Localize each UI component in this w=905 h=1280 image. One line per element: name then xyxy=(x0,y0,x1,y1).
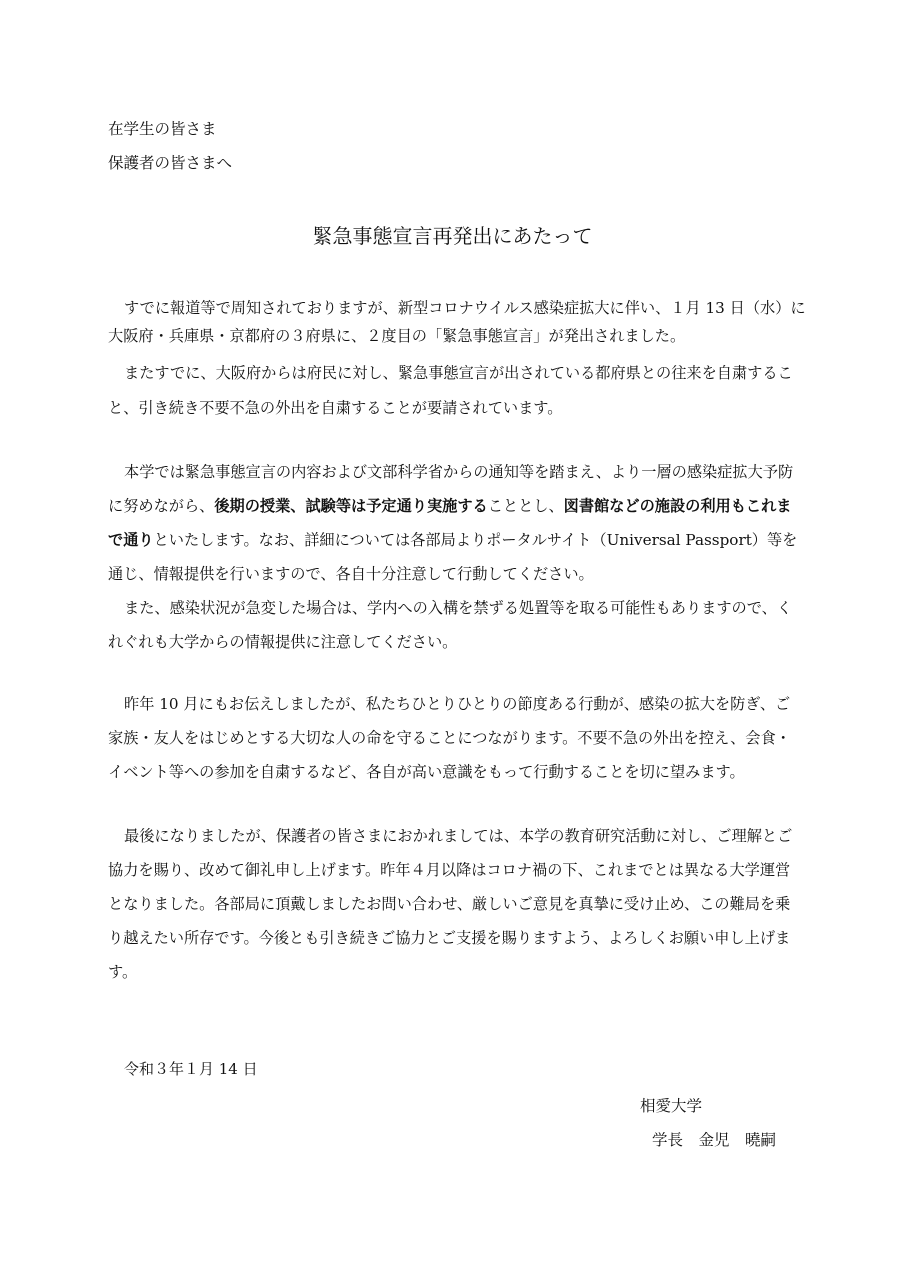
issue-date: 令和３年１月 14 日 xyxy=(124,1060,258,1078)
body-text: こととし、 xyxy=(487,497,564,515)
body-line: イベント等への参加を自粛するなど、各自が高い意識をもって行動することを切に望みます。 xyxy=(108,763,745,781)
body-line: れぐれも大学からの情報提供に注意してください。 xyxy=(108,633,458,651)
emphasis-facilities-end: で通り xyxy=(108,531,154,549)
body-line: す。 xyxy=(108,963,138,981)
addressee-guardians: 保護者の皆さまへ xyxy=(108,154,233,172)
addressee-students: 在学生の皆さま xyxy=(108,120,217,138)
body-text: といたします。なお、詳細については各部局よりポータルサイト（Universal Passport）等を xyxy=(153,531,798,549)
emphasis-facilities: 図書館などの施設の利用もこれま xyxy=(563,497,792,515)
body-line: 通じ、情報提供を行いますので、各自十分注意して行動してください。 xyxy=(108,565,594,583)
body-line: すでに報道等で周知されておりますが、新型コロナウイルス感染症拡大に伴い、１月 13 日（水）に xyxy=(124,299,806,317)
body-line: 昨年 10 月にもお伝えしましたが、私たちひとりひとりの節度ある行動が、感染の拡大を防ぎ、ご xyxy=(124,695,791,713)
body-line: また、感染状況が急変した場合は、学内への入構を禁ずる処置等を取る可能性もありますので、く xyxy=(124,599,792,617)
body-line: 協力を賜り、改めて御礼申し上げます。昨年４月以降はコロナ禍の下、これまでとは異なる大学運営 xyxy=(108,861,791,879)
body-line: 大阪府・兵庫県・京都府の３府県に、２度目の「緊急事態宣言」が発出されました。 xyxy=(108,327,686,345)
body-line xyxy=(108,495,791,516)
body-line: 最後になりましたが、保護者の皆さまにおかれましては、本学の教育研究活動に対し、ご理解とご xyxy=(124,827,793,845)
body-line: となりました。各部局に頂戴しましたお問い合わせ、厳しいご意見を真摯に受け止め、この難局を乗 xyxy=(108,895,791,913)
body-line: と、引き続き不要不急の外出を自粛することが要請されています。 xyxy=(108,399,563,417)
body-text: に努めながら、 xyxy=(108,497,215,515)
signatory: 学長 金児 曉嗣 xyxy=(652,1131,777,1149)
document-title: 緊急事態宣言再発出にあたって xyxy=(312,224,593,248)
body-line: 家族・友人をはじめとする大切な人の命を守ることにつながります。不要不急の外出を控え、会食・ xyxy=(108,729,791,747)
body-line: 本学では緊急事態宣言の内容および文部科学省からの通知等を踏まえ、より一層の感染症拡大予防 xyxy=(124,463,794,481)
emphasis-classes-exams: 後期の授業、試験等は予定通り実施する xyxy=(214,497,488,515)
body-line: またすでに、大阪府からは府民に対し、緊急事態宣言が出されている都府県との往来を自粛するこ xyxy=(124,364,793,382)
body-line xyxy=(108,529,797,550)
organization-name: 相愛大学 xyxy=(640,1097,703,1115)
body-line: り越えたい所存です。今後とも引き続きご協力とご支援を賜りますよう、よろしくお願い申し上げま xyxy=(108,929,791,947)
